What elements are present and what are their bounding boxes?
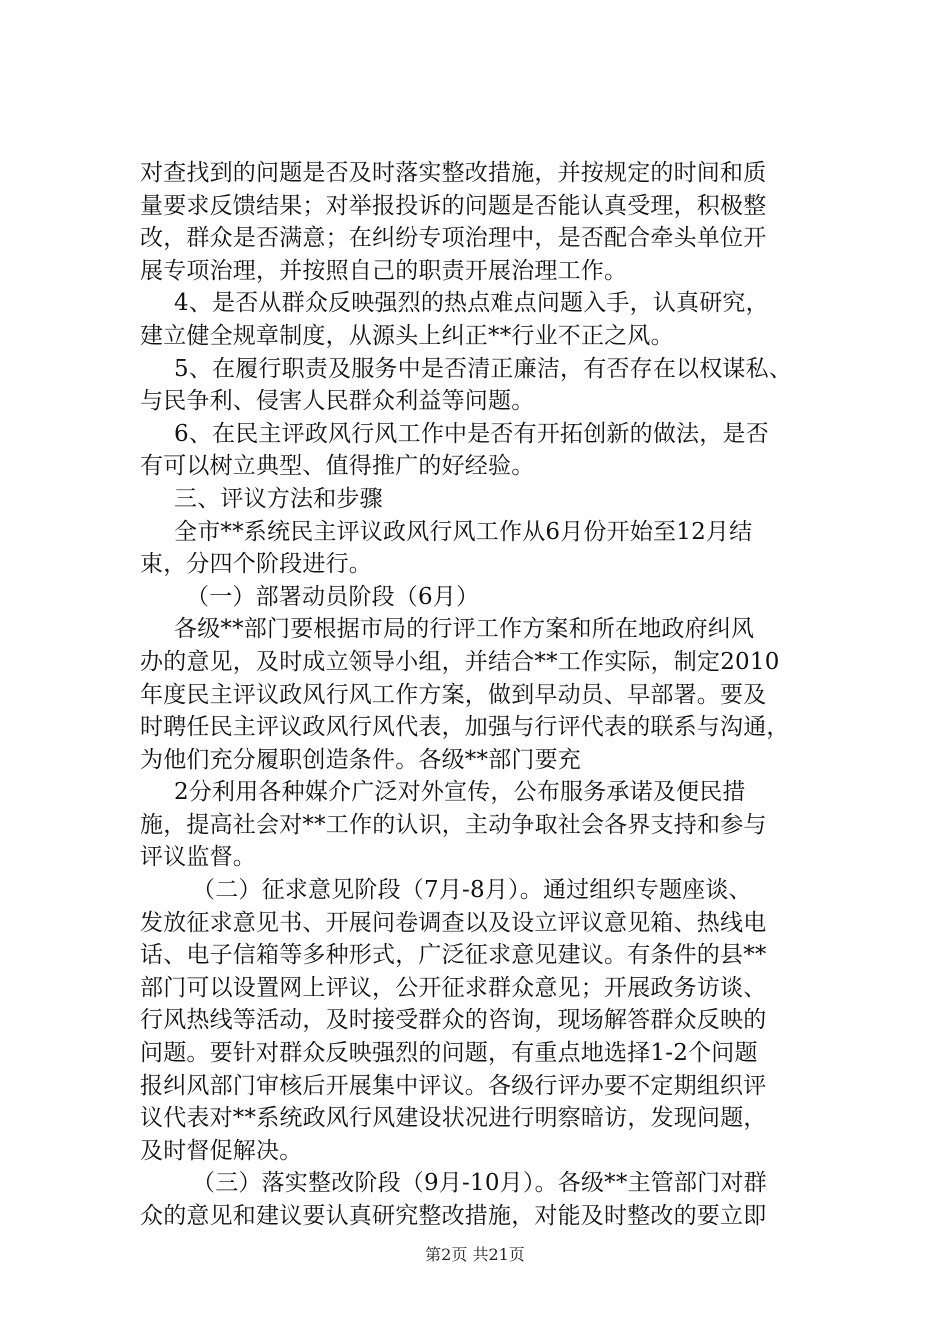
text-line: 改，群众是否满意；在纠纷专项治理中，是否配合牵头单位开 [140,225,767,252]
text-line: 各级**部门要根据市局的行评工作方案和所在地政府纠风 [174,616,755,643]
text-line: （三）落实整改阶段（9月-10月）。各级**主管部门对群 [192,1170,767,1197]
text-line: 4、是否从群众反映强烈的热点难点问题入手，认真研究， [174,290,769,317]
text-line: 时聘任民主评议政风行风代表，加强与行评代表的联系与沟通， [140,714,790,741]
text-line: 5、在履行职责及服务中是否清正廉洁，有否存在以权谋私、 [174,355,793,382]
text-line: 办的意见，及时成立领导小组，并结合**工作实际，制定2010 [140,648,780,675]
text-line: （一）部署动员阶段（6月） [186,583,480,610]
text-line: 与民争利、侵害人民群众利益等问题。 [140,388,535,415]
text-line: 2分利用各种媒介广泛对外宣传，公布服务承诺及便民措 [174,779,746,806]
text-line: 议代表对**系统政风行风建设状况进行明察暗访，发现问题， [140,1105,767,1132]
text-line: 量要求反馈结果；对举报投诉的问题是否能认真受理，积极整 [140,192,767,219]
text-line: 发放征求意见书、开展问卷调查以及设立评议意见箱、热线电 [140,909,767,936]
text-line: 全市**系统民主评议政风行风工作从6月份开始至12月结 [174,518,753,545]
text-line: 6、在民主评政风行风工作中是否有开拓创新的做法，是否 [174,420,769,447]
text-line: 众的意见和建议要认真研究整改措施，对能及时整改的要立即 [140,1203,767,1229]
text-line: 报纠风部门审核后开展集中评议。各级行评办要不定期组织评 [140,1072,767,1099]
document-body [140,157,830,1233]
text-line: 及时督促解决。 [140,1137,303,1164]
text-line: 对查找到的问题是否及时落实整改措施，并按规定的时间和质 [140,160,767,186]
text-line: 部门可以设置网上评议，公开征求群众意见；开展政务访谈、 [140,974,767,1001]
text-line: 话、电子信箱等多种形式，广泛征求意见建议。有条件的县** [140,942,767,969]
text-line: 行风热线等活动，及时接受群众的咨询，现场解答群众反映的 [140,1007,767,1034]
text-line: 展专项治理，并按照自己的职责开展治理工作。 [140,257,628,284]
text-line: 束，分四个阶段进行。 [140,551,372,578]
text-line: 评议监督。 [140,844,256,871]
text-line: 有可以树立典型、值得推广的好经验。 [140,453,535,480]
page-footer: 第2页 共21页 [425,1245,525,1264]
text-line: （二）征求意见阶段（7月-8月）。通过组织专题座谈、 [192,877,752,904]
text-line: 建立健全规章制度，从源头上纠正**行业不正之风。 [140,322,674,349]
text-line: 施，提高社会对**工作的认识，主动争取社会各界支持和参与 [140,811,767,838]
text-line: 为他们充分履职创造条件。各级**部门要充 [140,746,581,773]
text-line: 年度民主评议政风行风工作方案，做到早动员、早部署。要及 [140,681,767,708]
text-line: 问题。要针对群众反映强烈的问题，有重点地选择1-2个问题 [140,1040,758,1067]
text-line: 三、评议方法和步骤 [174,485,383,512]
